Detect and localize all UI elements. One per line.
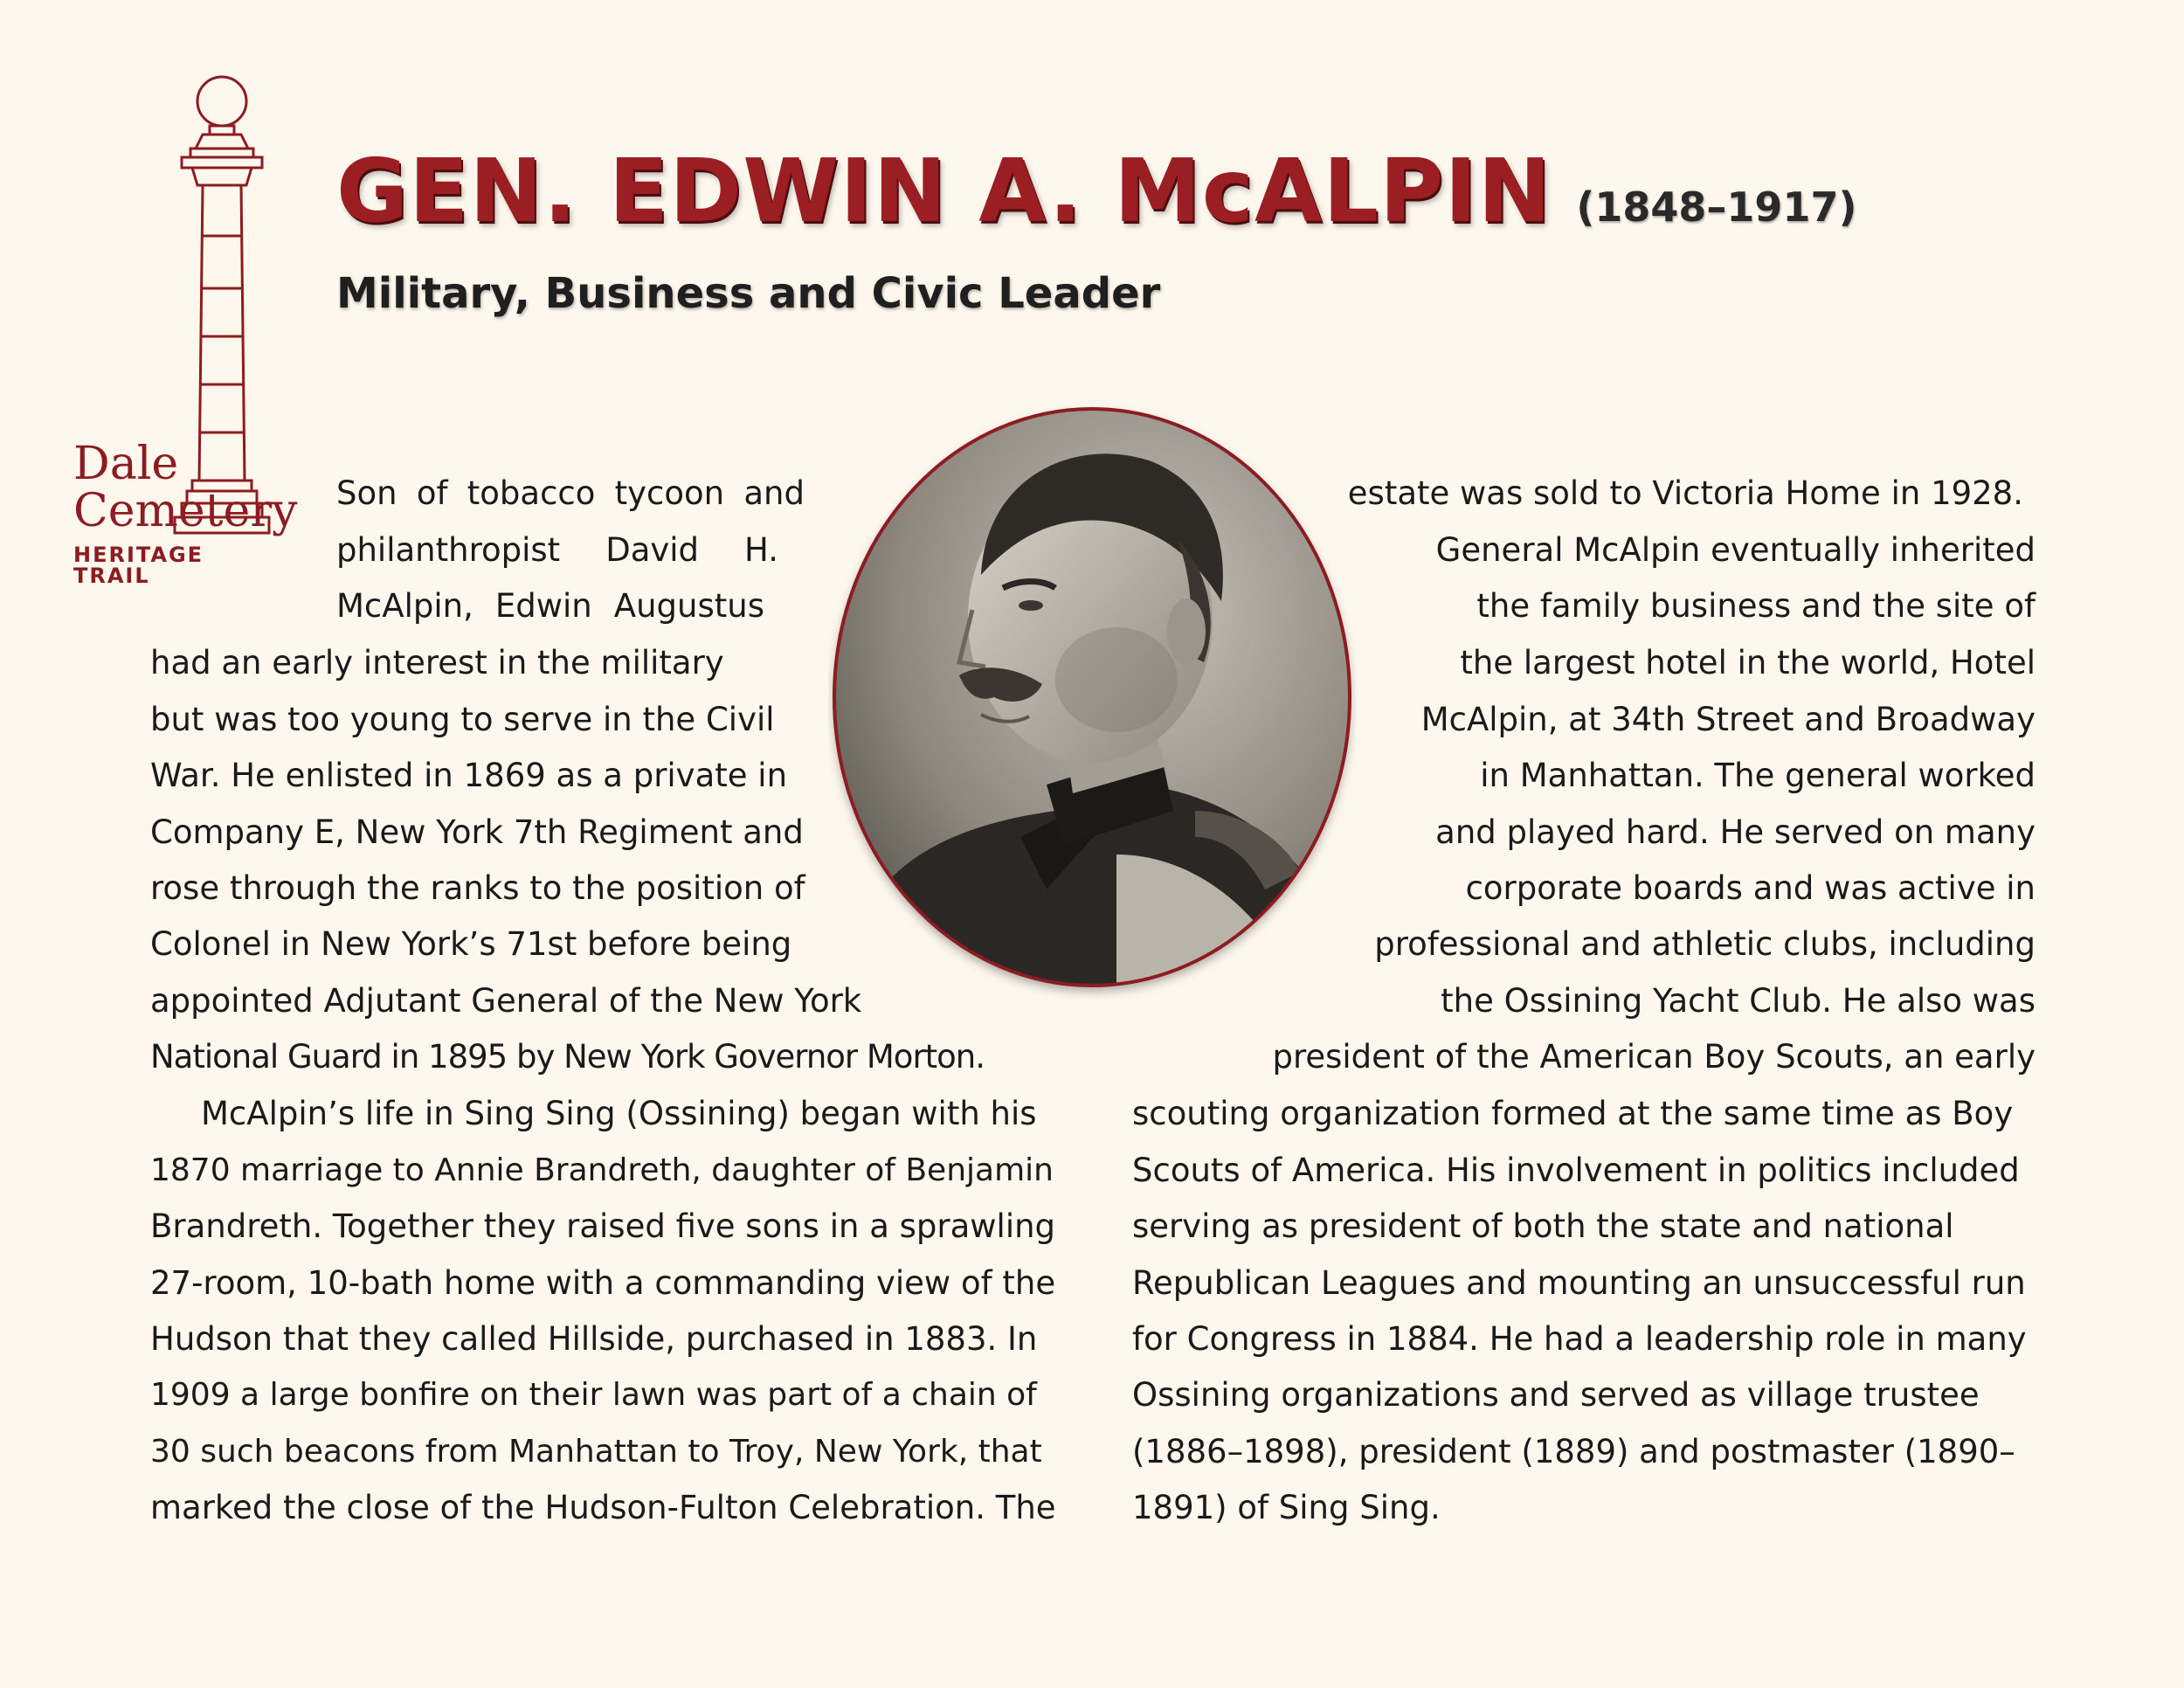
body-line-right: 1891) of Sing Sing. (1132, 1489, 1441, 1526)
title-years: (1848–1917) (1576, 183, 1857, 231)
body-line-right: Republican Leagues and mounting an unsuccessful run (1132, 1264, 2026, 1302)
body-line-left: 27-room, 10-bath home with a commanding view of the (150, 1264, 1056, 1302)
body-line-right: for Congress in 1884. He had a leadership role in many (1132, 1320, 2027, 1358)
body-line-right: corporate boards and was active in (1465, 869, 2035, 907)
body-line-right: serving as president of both the state and national (1132, 1207, 1954, 1245)
body-line-right: the Ossining Yacht Club. He also was (1441, 982, 2035, 1020)
body-line-right: the largest hotel in the world, Hotel (1460, 644, 2035, 681)
body-line-left: philanthropist David H. (336, 531, 778, 569)
body-line-left: had an early interest in the military (150, 644, 724, 681)
body-line-left: Colonel in New York’s 71st before being (150, 925, 792, 963)
body-line-left: McAlpin, Edwin Augustus (336, 587, 764, 625)
body-line-left: appointed Adjutant General of the New York (150, 982, 862, 1020)
body-line-left: 1909 a large bonfire on their lawn was part of a chain of (150, 1377, 1037, 1413)
portrait-photo (828, 400, 1356, 1000)
body-line-left: McAlpin’s life in Sing Sing (Ossining) began with his (201, 1095, 1037, 1132)
body-line-left: National Guard in 1895 by New York Governor Morton. (150, 1038, 985, 1076)
body-line-left: Company E, New York 7th Regiment and (150, 813, 804, 851)
body-line-right: General McAlpin eventually inherited (1435, 531, 2035, 569)
logo-heritage-trail: HERITAGE TRAIL (73, 543, 204, 588)
body-line-right: Scouts of America. His involvement in politics included (1132, 1152, 2020, 1189)
page-subtitle: Military, Business and Civic Leader (336, 269, 1161, 318)
body-line-left: marked the close of the Hudson-Fulton Celebration. The (150, 1489, 1056, 1526)
body-line-left: rose through the ranks to the position of (150, 869, 805, 907)
body-line-left: 1870 marriage to Annie Brandreth, daughter of Benjamin (150, 1152, 1054, 1188)
logo-dale: Dale (73, 438, 179, 490)
body-line-left: 30 such beacons from Manhattan to Troy, New York, that (150, 1434, 1042, 1470)
body-line-left: but was too young to serve in the Civil (150, 701, 775, 738)
body-line-right: in Manhattan. The general worked (1480, 757, 2035, 794)
body-line-right: president of the American Boy Scouts, an early (1272, 1038, 2035, 1076)
body-line-left: Hudson that they called Hillside, purchased in 1883. In (150, 1320, 1038, 1358)
body-line-right: professional and athletic clubs, including (1374, 925, 2035, 963)
body-line-right: Ossining organizations and served as village trustee (1132, 1376, 1980, 1414)
logo-cemetery: Cemetery (73, 485, 298, 537)
body-line-right: scouting organization formed at the same time as Boy (1132, 1095, 2014, 1132)
title-name: GEN. EDWIN A. McALPIN (336, 140, 1552, 242)
page-title (336, 140, 1856, 242)
body-line-right: (1886–1898), president (1889) and postmaster (1890– (1132, 1433, 2015, 1470)
body-line-left: Son of tobacco tycoon and (336, 474, 805, 512)
body-line-left: War. He enlisted in 1869 as a private in (150, 757, 788, 794)
body-line-right: and played hard. He served on many (1435, 813, 2035, 851)
body-line-left: Brandreth. Together they raised five sons in a sprawling (150, 1207, 1056, 1245)
body-line-right: McAlpin, at 34th Street and Broadway (1420, 701, 2035, 738)
body-line-right: the family business and the site of (1476, 587, 2035, 625)
body-line-right: estate was sold to Victoria Home in 1928. (1347, 474, 2023, 512)
logo-wordmark (73, 438, 298, 588)
